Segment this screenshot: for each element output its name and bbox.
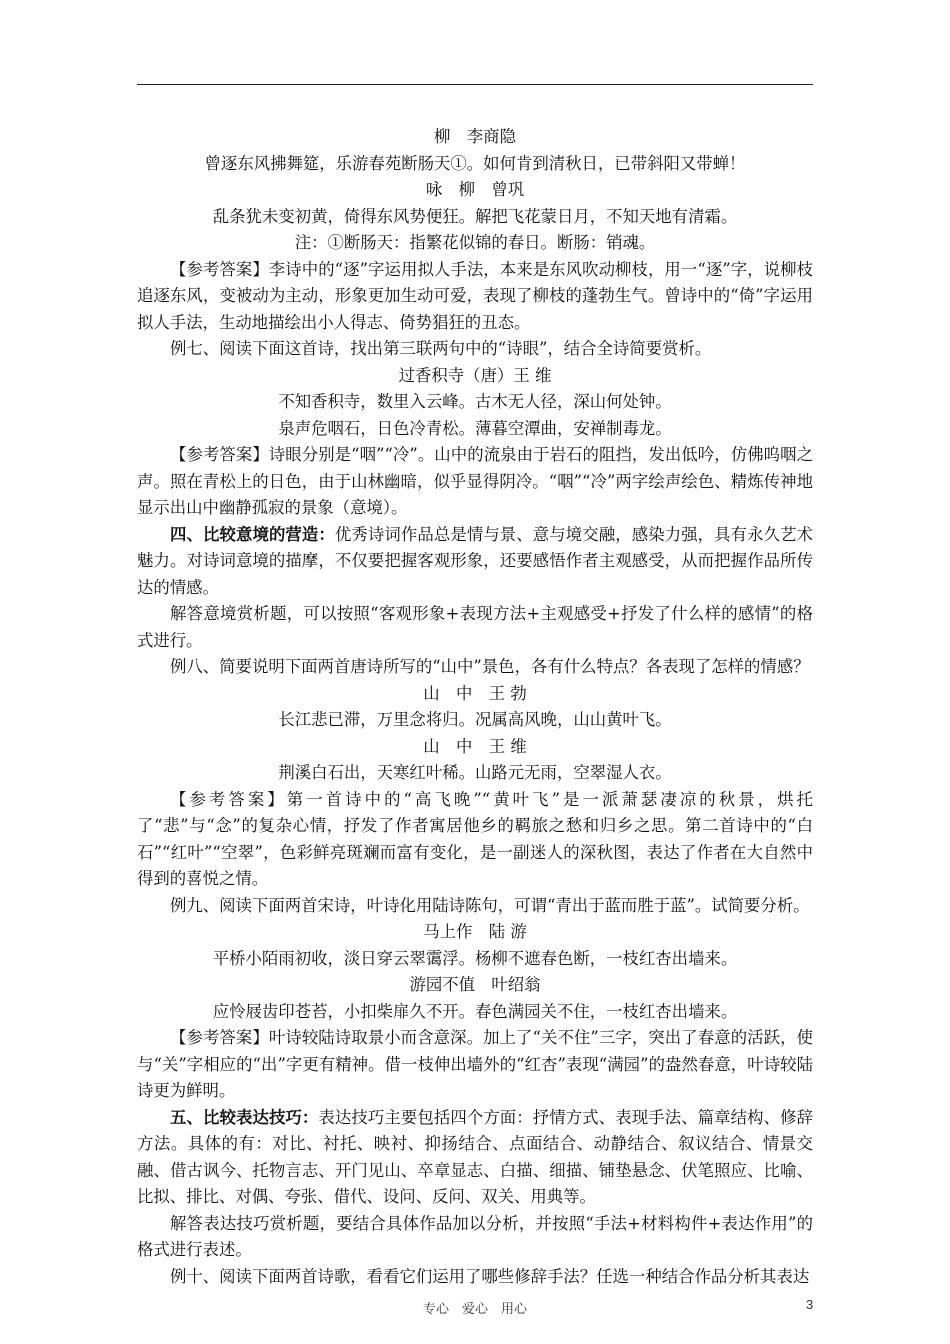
footer-slogan: 专心 爱心 用心 [422, 1302, 527, 1317]
paragraph: 例八、简要说明下面两首唐诗所写的“山中”景色，各有什么特点？各表现了怎样的情感？ [170, 657, 810, 676]
paragraph [137, 522, 813, 602]
centered-line: 马上作 陆 游 [423, 922, 527, 941]
centered-line: 山 中 王 维 [423, 736, 527, 756]
paragraph: 例九、阅读下面两首宋诗，叶诗化用陆诗陈句，可谓“青出于蓝而胜于蓝”。试简要分析。 [170, 895, 810, 915]
centered-line: 泉声危咽石，日色冷青松。薄暮空潭曲，安禅制毒龙。 [278, 418, 672, 438]
centered-line: 柳 李商隐 [434, 127, 516, 146]
centered-line: 平桥小陌雨初收，淡日穿云翠霭浮。杨柳不遮春色断，一枝红杏出墙来。 [212, 948, 738, 968]
centered-line: 注：①断肠天：指繁花似锦的春日。断肠：销魂。 [294, 233, 656, 252]
centered-line: 应怜屐齿印苍苔，小扣柴扉久不开。春色满园关不住，一枝红杏出墙来。 [212, 1001, 738, 1021]
paragraph: 【参考答案】叶诗较陆诗取景小而含意深。加上了“关不住”三字，突出了春意的活跃，使与“关”字相应的“出”字更有精神。借一枝伸出墙外的“红杏”表现“满园”的盎然春意，叶诗较陆诗更为鲜明。 [137, 1028, 813, 1100]
centered-line: 荆溪白石出，天寒红叶稀。山路元无雨，空翠湿人衣。 [278, 763, 672, 782]
centered-line: 游园不值 叶绍翁 [409, 975, 541, 994]
section-heading: 五、比较表达技巧： [170, 1107, 319, 1127]
centered-line: 咏 柳 曾巩 [425, 180, 525, 199]
centered-line: 长江悲已滞，万里念将归。况属高风晚，山山黄叶飞。 [278, 710, 672, 729]
centered-line: 山 中 王 勃 [423, 683, 527, 703]
paragraph: 例十、阅读下面两首诗歌，看看它们运用了哪些修辞手法？任选一种结合作品分析其表达 [170, 1266, 810, 1286]
centered-line: 乱条犹未变初黄，倚得东风势便狂。解把飞花蒙日月，不知天地有清霜。 [212, 206, 738, 226]
document-body [137, 124, 813, 1290]
page-number: 3 [806, 1297, 814, 1312]
paragraph: 【参考答案】第一首诗中的“高飞晚”“黄叶飞”是一派萧瑟凄凉的秋景，烘托了“悲”与“念”的复杂心情，抒发了作者寓居他乡的羁旅之愁和归乡之思。第二首诗中的“白石”“红叶”“空翠”，色彩鲜亮斑斓而富有变化，是一副迷人的深秋图，表达了作者在大自然中得到的喜悦之情。 [137, 789, 813, 888]
centered-line: 曾逐东风拂舞筵，乐游春苑断肠天①。如何肯到清秋日，已带斜阳又带蝉！ [204, 153, 746, 173]
centered-line: 不知香积寺，数里入云峰。古木无人径，深山何处钟。 [278, 392, 672, 411]
paragraph-text: 优秀诗词作品总是情与景、意与境交融，感染力强，具有永久艺术魅力。对诗词意境的描摩，不仅要把握客观形象，还要感悟作者主观感受，从而把握作品所传达的情感。 [137, 524, 814, 597]
paragraph: 解答表达技巧赏析题，要结合具体作品加以分析，并按照“手法+材料构件+表达作用”的格式进行表述。 [137, 1213, 813, 1259]
paragraph: 【参考答案】诗眼分别是“咽”“冷”。山中的流泉由于岩石的阻挡，发出低吟，仿佛呜咽之声。照在青松上的日色，由于山林幽暗，似乎显得阴冷。“咽”“冷”两字绘声绘色、精炼传神地显示出山中幽静孤寂的景象（意境）。 [137, 445, 813, 517]
paragraph [137, 1105, 813, 1211]
paragraph: 例七、阅读下面这首诗，找出第三联两句中的“诗眼”，结合全诗简要赏析。 [170, 339, 712, 358]
paragraph: 解答意境赏析题，可以按照“客观形象+表现方法+主观感受+抒发了什么样的感情”的格式进行。 [137, 604, 813, 650]
header-rule [137, 84, 813, 85]
centered-line: 过香积寺（唐）王 维 [398, 365, 552, 385]
section-heading: 四、比较意境的营造： [170, 524, 335, 544]
paragraph: 【参考答案】李诗中的“逐”字运用拟人手法，本来是东风吹动柳枝，用一“逐”字，说柳枝追逐东风，变被动为主动，形象更加生动可爱，表现了柳枝的蓬勃生气。曾诗中的“倚”字运用拟人手法，生动地描绘出小人得志、倚势猖狂的丑态。 [137, 259, 813, 332]
paragraph-text: 表达技巧主要包括四个方面：抒情方式、表现手法、篇章结构、修辞方法。具体的有：对比、衬托、映衬、抑扬结合、点面结合、动静结合、叙议结合、情景交融、借古讽今、托物言志、开门见山、卒章显志、白描、细描、铺垫悬念、伏笔照应、比喻、比拟、排比、对偶、夸张、借代、设问、反问、双关、用典等。 [137, 1107, 814, 1206]
